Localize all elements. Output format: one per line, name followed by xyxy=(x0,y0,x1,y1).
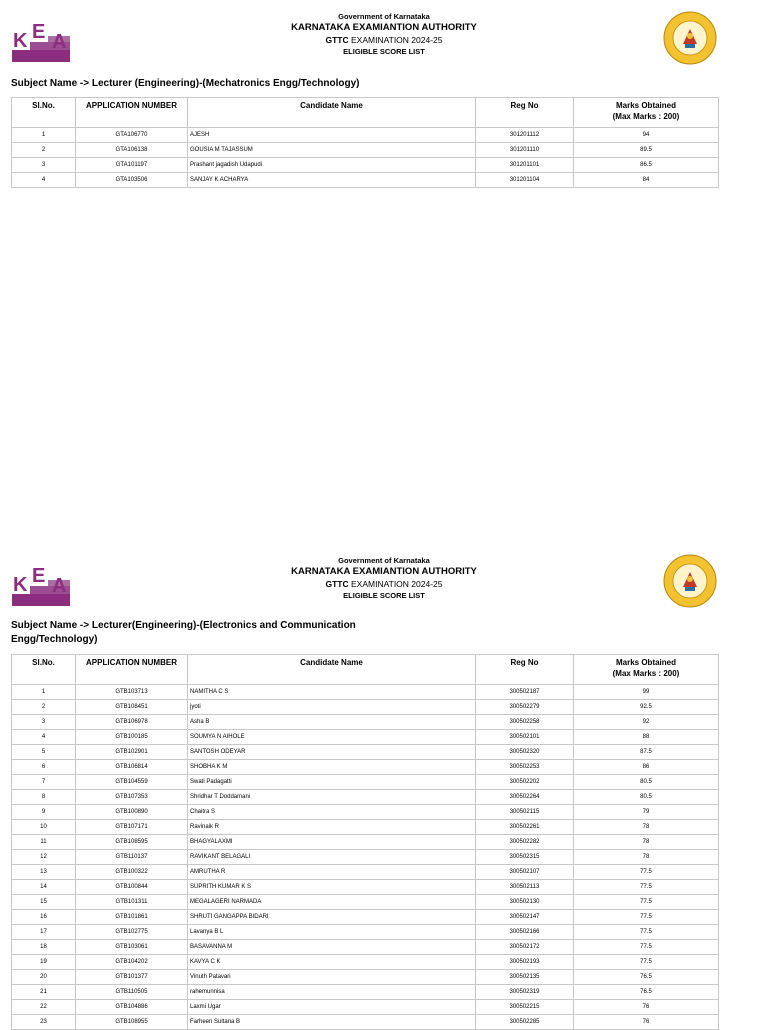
cell-reg-no: 300502258 xyxy=(476,715,574,730)
cell-reg-no: 300502107 xyxy=(476,865,574,880)
cell-reg-no: 300502285 xyxy=(476,1015,574,1030)
cell-candidate-name: AMRUTHA R xyxy=(188,865,476,880)
table-row xyxy=(12,985,719,1000)
table-row xyxy=(12,128,719,143)
cell-candidate-name: MEGALAGERI NARMADA xyxy=(188,895,476,910)
col-candidate-name: Candidate Name xyxy=(188,98,476,128)
cell-slno: 20 xyxy=(12,970,76,985)
cell-candidate-name: rahemunnisa xyxy=(188,985,476,1000)
cell-candidate-name: Shridhar T Doddamani xyxy=(188,790,476,805)
table-row xyxy=(12,970,719,985)
cell-slno: 1 xyxy=(12,685,76,700)
table-header-row xyxy=(12,98,719,128)
cell-slno: 7 xyxy=(12,775,76,790)
cell-application-number: GTB106814 xyxy=(76,760,188,775)
cell-marks: 89.5 xyxy=(574,143,719,158)
cell-candidate-name: Ravinaik R xyxy=(188,820,476,835)
cell-slno: 21 xyxy=(12,985,76,1000)
cell-application-number: GTB101377 xyxy=(76,970,188,985)
cell-reg-no: 300502166 xyxy=(476,925,574,940)
cell-marks: 77.5 xyxy=(574,910,719,925)
svg-text:E: E xyxy=(32,565,46,587)
cell-slno: 16 xyxy=(12,910,76,925)
table-row xyxy=(12,805,719,820)
cell-reg-no: 300502320 xyxy=(476,745,574,760)
exam-title: GTTC EXAMINATION 2024-25 xyxy=(325,579,443,589)
cell-marks: 78 xyxy=(574,850,719,865)
cell-application-number: GTB107353 xyxy=(76,790,188,805)
subject-name: Subject Name -> Lecturer(Engineering)-(Electronics and Communication Engg/Technology) xyxy=(11,620,356,645)
col-reg-no: Reg No xyxy=(476,655,574,685)
cell-reg-no: 300502261 xyxy=(476,820,574,835)
cell-candidate-name: GOUSIA M TAJASSUM xyxy=(188,143,476,158)
table-row xyxy=(12,715,719,730)
document-header xyxy=(0,12,768,57)
table-row xyxy=(12,835,719,850)
cell-marks: 86.5 xyxy=(574,158,719,173)
cell-candidate-name: BHAGYALAXMI xyxy=(188,835,476,850)
score-table-body xyxy=(12,128,719,188)
cell-application-number: GTA101197 xyxy=(76,158,188,173)
cell-marks: 92 xyxy=(574,715,719,730)
cell-reg-no: 300502130 xyxy=(476,895,574,910)
cell-candidate-name: SHOBHA K M xyxy=(188,760,476,775)
cell-slno: 2 xyxy=(12,143,76,158)
cell-reg-no: 300502202 xyxy=(476,775,574,790)
cell-candidate-name: Farheen Sultana B xyxy=(188,1015,476,1030)
cell-reg-no: 300502319 xyxy=(476,985,574,1000)
cell-marks: 92.5 xyxy=(574,700,719,715)
table-row xyxy=(12,685,719,700)
cell-reg-no: 300502113 xyxy=(476,880,574,895)
cell-reg-no: 300502264 xyxy=(476,790,574,805)
cell-slno: 13 xyxy=(12,865,76,880)
gov-label: Government of Karnataka xyxy=(338,12,430,21)
svg-text:K: K xyxy=(13,574,28,596)
cell-slno: 19 xyxy=(12,955,76,970)
list-title: ELIGIBLE SCORE LIST xyxy=(343,47,425,56)
table-row xyxy=(12,1015,719,1030)
cell-marks: 99 xyxy=(574,685,719,700)
cell-marks: 77.5 xyxy=(574,940,719,955)
cell-slno: 6 xyxy=(12,760,76,775)
col-slno: Sl.No. xyxy=(12,98,76,128)
cell-candidate-name: Prashant jagadish Udapudi xyxy=(188,158,476,173)
table-row xyxy=(12,173,719,188)
cell-application-number: GTB110505 xyxy=(76,985,188,1000)
svg-text:A: A xyxy=(52,575,67,597)
table-row xyxy=(12,745,719,760)
cell-reg-no: 301201104 xyxy=(476,173,574,188)
cell-reg-no: 300502279 xyxy=(476,700,574,715)
cell-application-number: GTA106770 xyxy=(76,128,188,143)
cell-marks: 78 xyxy=(574,820,719,835)
cell-candidate-name: Laxmi Ugar xyxy=(188,1000,476,1015)
cell-slno: 10 xyxy=(12,820,76,835)
cell-candidate-name: BASAVANNA M xyxy=(188,940,476,955)
cell-marks: 76 xyxy=(574,1000,719,1015)
svg-text:A: A xyxy=(52,31,67,53)
table-row xyxy=(12,158,719,173)
cell-reg-no: 301201112 xyxy=(476,128,574,143)
table-row xyxy=(12,955,719,970)
cell-marks: 76.5 xyxy=(574,970,719,985)
cell-reg-no: 300502282 xyxy=(476,835,574,850)
cell-slno: 4 xyxy=(12,730,76,745)
cell-candidate-name: Asha B xyxy=(188,715,476,730)
cell-candidate-name: RAVIKANT BELAGALI xyxy=(188,850,476,865)
cell-marks: 77.5 xyxy=(574,865,719,880)
cell-marks: 87.5 xyxy=(574,745,719,760)
col-application-number: APPLICATION NUMBER xyxy=(76,98,188,128)
cell-slno: 3 xyxy=(12,715,76,730)
cell-application-number: GTB107171 xyxy=(76,820,188,835)
col-reg-no: Reg No xyxy=(476,98,574,128)
cell-application-number: GTB104202 xyxy=(76,955,188,970)
cell-candidate-name: Lavanya B L xyxy=(188,925,476,940)
score-table-2 xyxy=(11,654,719,1030)
cell-application-number: GTB100890 xyxy=(76,805,188,820)
table-row xyxy=(12,925,719,940)
cell-marks: 79 xyxy=(574,805,719,820)
cell-slno: 2 xyxy=(12,700,76,715)
table-row xyxy=(12,700,719,715)
cell-application-number: GTB104886 xyxy=(76,1000,188,1015)
col-slno: Sl.No. xyxy=(12,655,76,685)
cell-reg-no: 300502315 xyxy=(476,850,574,865)
cell-application-number: GTB101861 xyxy=(76,910,188,925)
table-row xyxy=(12,820,719,835)
table-row xyxy=(12,790,719,805)
cell-slno: 14 xyxy=(12,880,76,895)
cell-candidate-name: Swati Padagatti xyxy=(188,775,476,790)
document-header xyxy=(0,556,768,601)
cell-marks: 77.5 xyxy=(574,955,719,970)
score-table-1 xyxy=(11,97,719,188)
table-row xyxy=(12,850,719,865)
cell-slno: 9 xyxy=(12,805,76,820)
cell-marks: 77.5 xyxy=(574,895,719,910)
cell-application-number: GTB103713 xyxy=(76,685,188,700)
cell-candidate-name: NAMITHA C S xyxy=(188,685,476,700)
cell-reg-no: 300502101 xyxy=(476,730,574,745)
list-title: ELIGIBLE SCORE LIST xyxy=(343,591,425,600)
gov-label: Government of Karnataka xyxy=(338,556,430,565)
subject-name: Subject Name -> Lecturer (Engineering)-(Mechatronics Engg/Technology) xyxy=(11,78,360,89)
cell-slno: 17 xyxy=(12,925,76,940)
cell-application-number: GTA103506 xyxy=(76,173,188,188)
cell-candidate-name: SANTOSH ODEYAR xyxy=(188,745,476,760)
cell-reg-no: 300502147 xyxy=(476,910,574,925)
cell-candidate-name: Vinuth Patavari xyxy=(188,970,476,985)
cell-reg-no: 300502115 xyxy=(476,805,574,820)
cell-reg-no: 300502253 xyxy=(476,760,574,775)
cell-reg-no: 301201110 xyxy=(476,143,574,158)
cell-candidate-name: SUPRITH KUMAR K S xyxy=(188,880,476,895)
svg-text:E: E xyxy=(32,21,46,43)
cell-marks: 94 xyxy=(574,128,719,143)
cell-candidate-name: AJESH xyxy=(188,128,476,143)
cell-slno: 4 xyxy=(12,173,76,188)
cell-reg-no: 300502135 xyxy=(476,970,574,985)
cell-slno: 23 xyxy=(12,1015,76,1030)
cell-candidate-name: SHRUTI GANGAPPA BIDARI xyxy=(188,910,476,925)
cell-marks: 77.5 xyxy=(574,880,719,895)
cell-marks: 84 xyxy=(574,173,719,188)
col-marks: Marks Obtained (Max Marks : 200) xyxy=(574,655,719,685)
cell-slno: 11 xyxy=(12,835,76,850)
cell-marks: 76 xyxy=(574,1015,719,1030)
cell-application-number: GTB102775 xyxy=(76,925,188,940)
cell-slno: 8 xyxy=(12,790,76,805)
cell-application-number: GTB100844 xyxy=(76,880,188,895)
table-row xyxy=(12,775,719,790)
cell-candidate-name: Chaitra S xyxy=(188,805,476,820)
exam-title: GTTC EXAMINATION 2024-25 xyxy=(325,35,443,45)
table-row xyxy=(12,895,719,910)
table-row xyxy=(12,880,719,895)
cell-application-number: GTB108595 xyxy=(76,835,188,850)
cell-marks: 80.5 xyxy=(574,775,719,790)
cell-marks: 78 xyxy=(574,835,719,850)
svg-text:K: K xyxy=(13,30,28,52)
cell-slno: 22 xyxy=(12,1000,76,1015)
cell-slno: 18 xyxy=(12,940,76,955)
authority-title: KARNATAKA EXAMIANTION AUTHORITY xyxy=(291,566,477,577)
table-row xyxy=(12,940,719,955)
cell-candidate-name: SOUMYA N AIHOLE xyxy=(188,730,476,745)
table-row xyxy=(12,865,719,880)
cell-slno: 5 xyxy=(12,745,76,760)
cell-marks: 86 xyxy=(574,760,719,775)
cell-application-number: GTB102901 xyxy=(76,745,188,760)
col-application-number: APPLICATION NUMBER xyxy=(76,655,188,685)
cell-slno: 12 xyxy=(12,850,76,865)
cell-reg-no: 300502193 xyxy=(476,955,574,970)
table-row xyxy=(12,143,719,158)
cell-marks: 76.5 xyxy=(574,985,719,1000)
col-candidate-name: Candidate Name xyxy=(188,655,476,685)
table-row xyxy=(12,1000,719,1015)
cell-application-number: GTB100185 xyxy=(76,730,188,745)
cell-reg-no: 300502187 xyxy=(476,685,574,700)
cell-application-number: GTB106978 xyxy=(76,715,188,730)
cell-candidate-name: KAVYA C K xyxy=(188,955,476,970)
cell-slno: 1 xyxy=(12,128,76,143)
cell-reg-no: 300502215 xyxy=(476,1000,574,1015)
cell-marks: 80.5 xyxy=(574,790,719,805)
authority-title: KARNATAKA EXAMIANTION AUTHORITY xyxy=(291,22,477,33)
cell-application-number: GTB104559 xyxy=(76,775,188,790)
cell-reg-no: 301201101 xyxy=(476,158,574,173)
cell-application-number: GTB100322 xyxy=(76,865,188,880)
cell-reg-no: 300502172 xyxy=(476,940,574,955)
cell-candidate-name: jyoti xyxy=(188,700,476,715)
cell-application-number: GTB108955 xyxy=(76,1015,188,1030)
cell-application-number: GTB108451 xyxy=(76,700,188,715)
cell-application-number: GTB103061 xyxy=(76,940,188,955)
cell-application-number: GTA106138 xyxy=(76,143,188,158)
cell-slno: 15 xyxy=(12,895,76,910)
score-table-body xyxy=(12,685,719,1030)
col-marks: Marks Obtained (Max Marks : 200) xyxy=(574,98,719,128)
cell-application-number: GTB101311 xyxy=(76,895,188,910)
cell-marks: 88 xyxy=(574,730,719,745)
cell-application-number: GTB110137 xyxy=(76,850,188,865)
table-row xyxy=(12,760,719,775)
cell-candidate-name: SANJAY K ACHARYA xyxy=(188,173,476,188)
cell-slno: 3 xyxy=(12,158,76,173)
table-row xyxy=(12,730,719,745)
cell-marks: 77.5 xyxy=(574,925,719,940)
table-row xyxy=(12,910,719,925)
table-header-row xyxy=(12,655,719,685)
